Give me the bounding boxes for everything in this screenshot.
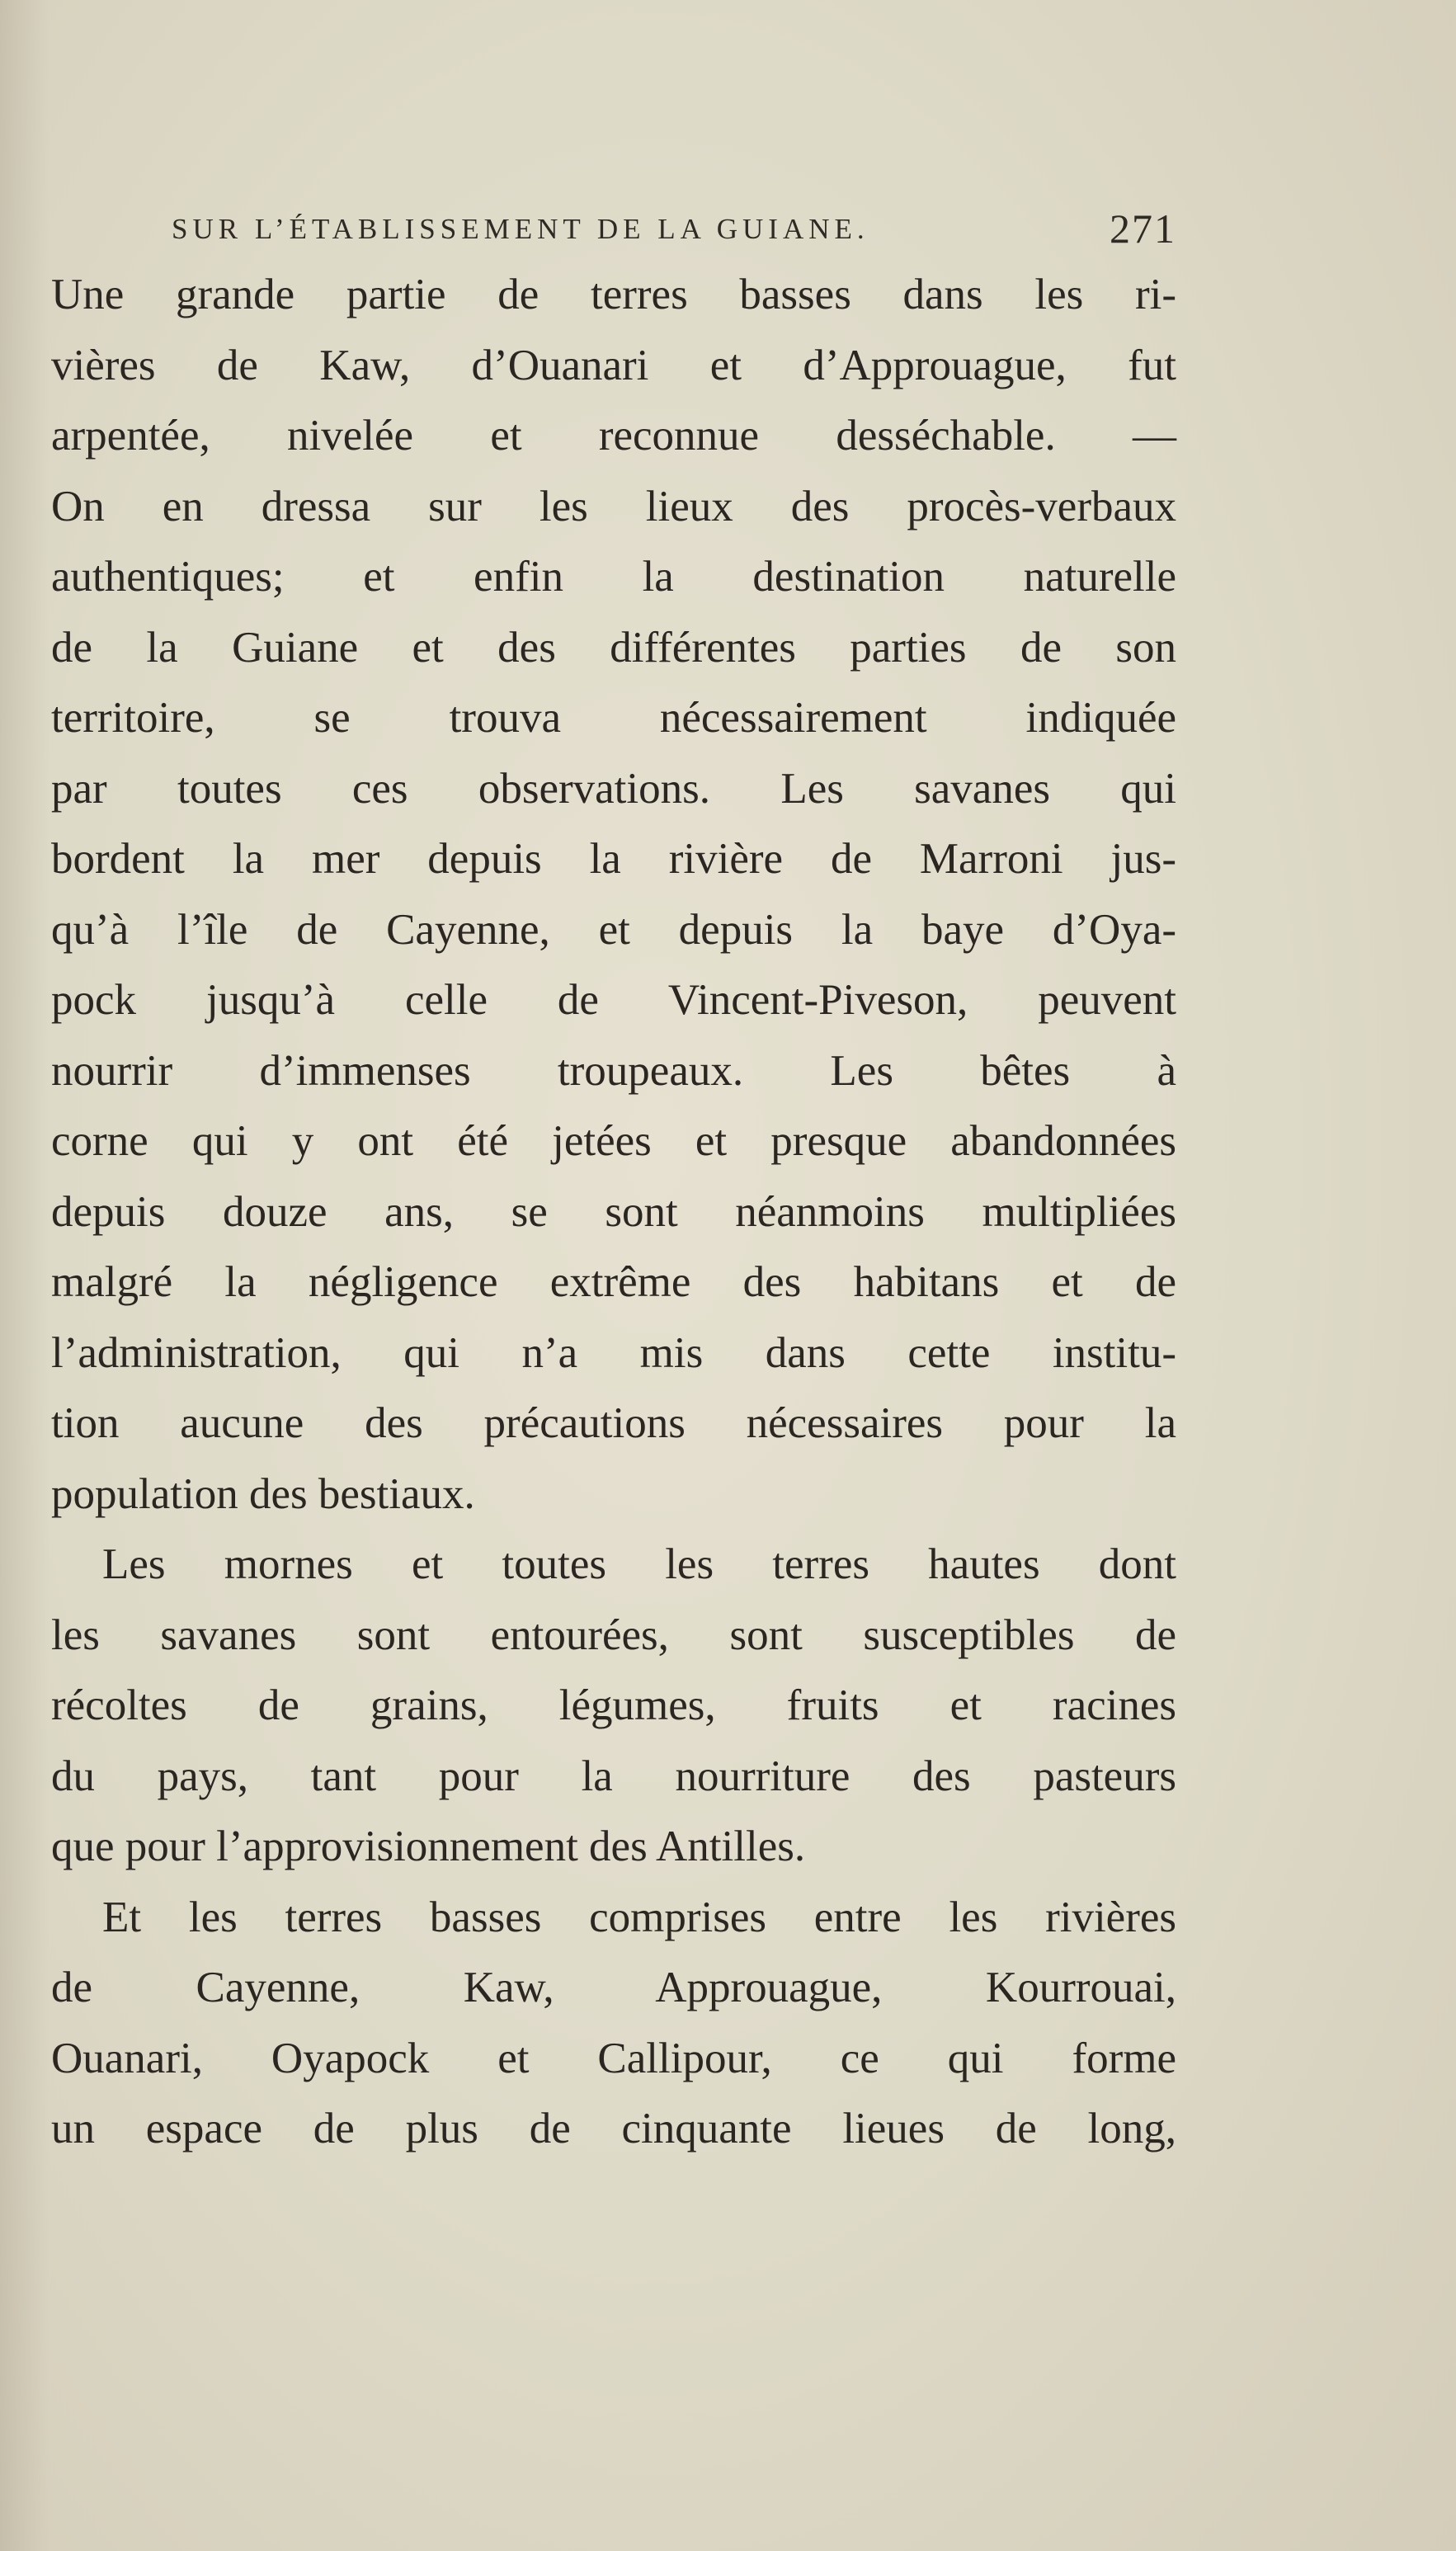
text-line: récoltes de grains, légumes, fruits et racines [51, 1681, 1176, 1729]
text-line: Les mornes et toutes les terres hautes dont [102, 1540, 1176, 1588]
text-line: malgré la négligence extrême des habitans et de [51, 1258, 1176, 1306]
text-line: qu’à l’île de Cayenne, et depuis la baye d’Oya- [51, 905, 1176, 954]
text-line: On en dressa sur les lieux des procès-verbaux [51, 482, 1176, 530]
running-head [172, 205, 1176, 262]
text-line: Ouanari, Oyapock et Callipour, ce qui forme [51, 2034, 1176, 2082]
text-line: Et les terres basses comprises entre les rivières [102, 1893, 1176, 1941]
text-line: un espace de plus de cinquante lieues de long, [51, 2105, 1176, 2153]
running-head-title: SUR L’ÉTABLISSEMENT DE LA GUIANE. [172, 213, 869, 245]
body-text [51, 260, 1176, 2165]
text-line: de la Guiane et des différentes parties de son [51, 623, 1176, 672]
text-line: l’administration, qui n’a mis dans cette institu- [51, 1328, 1176, 1377]
text-line: vières de Kaw, d’Ouanari et d’Approuague, fut [51, 341, 1176, 389]
text-line: nourrir d’immenses troupeaux. Les bêtes à [51, 1046, 1176, 1095]
text-line: que pour l’approvisionnement des Antilles. [51, 1822, 806, 1870]
paragraph [51, 260, 1176, 1530]
text-line: population des bestiaux. [51, 1469, 475, 1518]
text-line: bordent la mer depuis la rivière de Marroni jus- [51, 835, 1176, 883]
paragraph [51, 1883, 1176, 2165]
page-shadow [0, 0, 49, 2551]
text-line: corne qui y ont été jetées et presque abandonnées [51, 1117, 1176, 1165]
page-number: 271 [1110, 205, 1176, 252]
text-line: pock jusqu’à celle de Vincent-Piveson, peuvent [51, 976, 1176, 1024]
paragraph [51, 1530, 1176, 1883]
text-line: authentiques; et enfin la destination naturelle [51, 553, 1176, 601]
text-line: depuis douze ans, se sont néanmoins multipliées [51, 1187, 1176, 1236]
text-line: du pays, tant pour la nourriture des pasteurs [51, 1752, 1176, 1800]
text-line: par toutes ces observations. Les savanes qui [51, 764, 1176, 813]
text-line: territoire, se trouva nécessairement indiquée [51, 694, 1176, 742]
text-line: de Cayenne, Kaw, Approuague, Kourrouai, [51, 1964, 1176, 2011]
text-line: tion aucune des précautions nécessaires pour la [51, 1399, 1176, 1447]
text-line: arpentée, nivelée et reconnue desséchable. — [51, 412, 1176, 460]
text-line: les savanes sont entourées, sont susceptibles de [51, 1610, 1176, 1659]
text-line: Une grande partie de terres basses dans les ri- [51, 271, 1176, 318]
